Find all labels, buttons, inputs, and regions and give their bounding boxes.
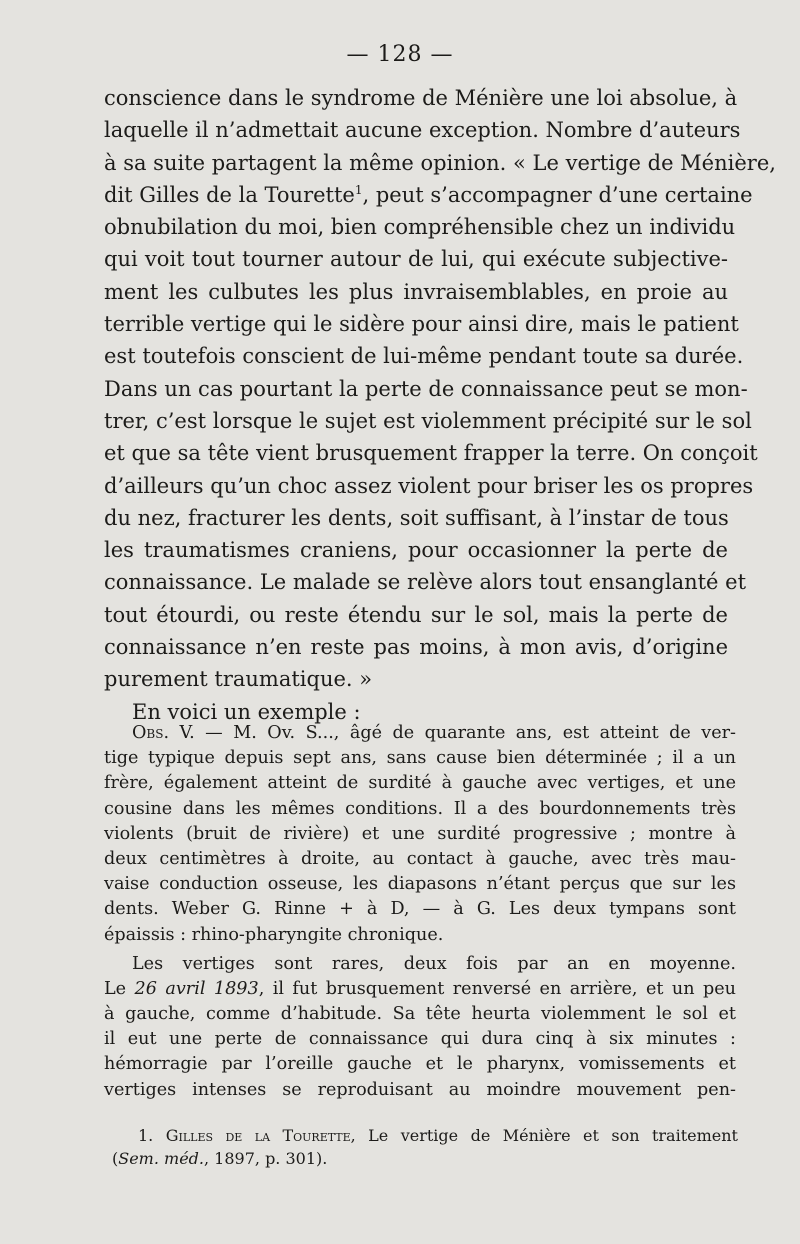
- text-segment: dit Gilles de la Tourette: [104, 182, 355, 207]
- text-segment: , Le vertige de Ménière et son traitement: [350, 1126, 738, 1145]
- footnote-line: [112, 1147, 738, 1170]
- text-line: frère, également atteint de surdité à gauche avec vertiges, et une: [104, 773, 736, 794]
- footnote-author: Gilles de la Tourette: [165, 1126, 351, 1145]
- text-line: purement traumatique. »: [104, 667, 373, 692]
- text-line: à sa suite partagent la même opinion. « Le vertige de Ménière,: [104, 150, 776, 175]
- text-line: cousine dans les mêmes conditions. Il a des bourdonnements très: [104, 798, 736, 819]
- date-emphasis: 26 avril 1893: [134, 978, 259, 999]
- text-line: et que sa tête vient brusquement frapper la terre. On conçoit: [104, 441, 758, 466]
- text-line: En voici un exemple :: [132, 699, 361, 724]
- text-line: Les vertiges sont rares, deux fois par an en moyenne.: [132, 953, 736, 974]
- text-line: hémorragie par l’oreille gauche et le pharynx, vomissements et: [104, 1054, 736, 1075]
- text-line: laquelle il n’admettait aucune exception. Nombre d’auteurs: [104, 118, 741, 143]
- text-line: vertiges intenses se reproduisant au moindre mouvement pen-: [104, 1079, 736, 1100]
- text-line: Dans un cas pourtant la perte de connaissance peut se mon-: [104, 376, 748, 401]
- text-segment: , il fut brusquement renversé en arrière, et un peu: [258, 978, 736, 999]
- main-text-block: [104, 82, 776, 728]
- text-line: épaissis : rhino-pharyngite chronique.: [104, 924, 444, 945]
- text-line: ment les culbutes les plus invraisemblables, en proie au: [104, 279, 728, 304]
- text-segment: , peut s’accompagner d’une certaine: [362, 182, 753, 207]
- text-line: d’ailleurs qu’un choc assez violent pour briser les os propres: [104, 473, 754, 498]
- footnote-marker: 1: [354, 182, 363, 197]
- text-line: violents (bruit de rivière) et une surdité progressive ; montre à: [104, 823, 736, 844]
- text-line: conscience dans le syndrome de Ménière une loi absolue, à: [104, 86, 738, 110]
- text-line: est toutefois conscient de lui-même pendant toute sa durée.: [104, 344, 744, 369]
- text-line: deux centimètres à droite, au contact à gauche, avec très mau-: [104, 848, 736, 869]
- text-line: dents. Weber G. Rinne + à D, — à G. Les deux tympans sont: [104, 899, 736, 920]
- footnote-number: 1.: [138, 1126, 154, 1145]
- footnote-source: Sem. méd.: [118, 1149, 204, 1168]
- text-segment: (: [112, 1149, 119, 1168]
- footnote: [112, 1124, 738, 1170]
- text-line: vaise conduction osseuse, les diapasons n’étant perçus que sur les: [104, 874, 736, 895]
- text-line: connaissance n’en reste pas moins, à mon avis, d’origine: [104, 635, 728, 660]
- text-line: obnubilation du moi, bien compréhensible chez un individu: [104, 215, 736, 240]
- text-line: du nez, fracturer les dents, soit suffisant, à l’instar de tous: [104, 505, 729, 530]
- footnote-line: [112, 1124, 738, 1147]
- observation-label: Obs. V.: [132, 723, 195, 743]
- text-segment: , 1897, p. 301).: [204, 1149, 328, 1168]
- text-line: [104, 977, 736, 1002]
- text-line: terrible vertige qui le sidère pour ainsi dire, mais le patient: [104, 312, 739, 337]
- text-line: [104, 179, 753, 211]
- text-line: il eut une perte de connaissance qui dura cinq à six minutes :: [104, 1029, 736, 1050]
- text-segment: — M. Ov. S..., âgé de quarante ans, est atteint de ver-: [194, 723, 737, 743]
- text-line: à gauche, comme d’habitude. Sa tête heurta violemment le sol et: [104, 1004, 736, 1025]
- text-line: connaissance. Le malade se relève alors tout ensanglanté et: [104, 570, 747, 595]
- text-line: trer, c’est lorsque le sujet est violemment précipité sur le sol: [104, 408, 752, 433]
- text-line: les traumatismes craniens, pour occasionner la perte de: [104, 538, 728, 563]
- page-number: — 128 —: [346, 42, 454, 67]
- text-line: [104, 721, 736, 746]
- observation-block: [104, 721, 736, 1103]
- text-line: tout étourdi, ou reste étendu sur le sol, mais la perte de: [104, 602, 728, 627]
- text-line: qui voit tout tourner autour de lui, qui exécute subjective-: [104, 247, 728, 272]
- text-line: tige typique depuis sept ans, sans cause bien déterminée ; il a un: [104, 748, 736, 769]
- text-segment: Le: [104, 978, 135, 999]
